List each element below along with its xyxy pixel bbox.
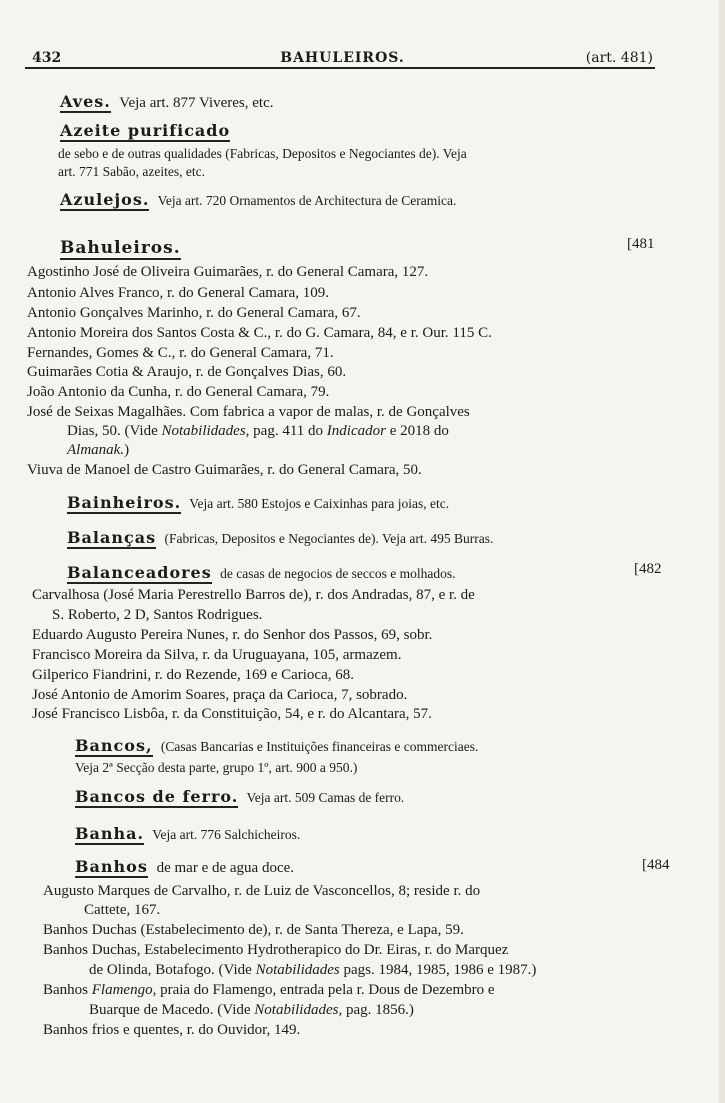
list-item: Antonio Moreira dos Santos Costa & C., r. do G. Camara, 84, e r. Our. 115 C. bbox=[27, 325, 492, 341]
article-reference: (art. 481) bbox=[585, 50, 653, 66]
entry-bancos-de-ferro bbox=[75, 787, 404, 807]
entry-heading: Bancos, bbox=[75, 736, 153, 755]
entry-text: Veja art. 509 Camas de ferro. bbox=[243, 790, 405, 805]
list-item: Guimarães Cotia & Araujo, r. de Gonçalves Dias, 60. bbox=[27, 364, 347, 380]
section-number: [481 bbox=[627, 236, 655, 252]
list-item: Banhos Flamengo, praia do Flamengo, entrada pela r. Dous de Dezembro e bbox=[43, 982, 495, 998]
section-balanceadores bbox=[67, 563, 456, 583]
header-rule bbox=[25, 67, 655, 69]
entry-heading: Bancos de ferro. bbox=[75, 787, 239, 806]
list-item: Eduardo Augusto Pereira Nunes, r. do Senhor dos Passos, 69, sobr. bbox=[32, 627, 433, 643]
list-item-continuation: de Olinda, Botafogo. (Vide Notabilidades pags. 1984, 1985, 1986 e 1987.) bbox=[89, 962, 537, 978]
entry-heading: Banha. bbox=[75, 824, 145, 843]
list-item: Banhos Duchas (Estabelecimento de), r. de Santa Thereza, e Lapa, 59. bbox=[43, 922, 464, 938]
section-number: [482 bbox=[634, 561, 662, 577]
entry-text: de sebo e de outras qualidades (Fabricas, Depositos e Negociantes de). Veja bbox=[58, 146, 467, 161]
list-item: José Antonio de Amorim Soares, praça da Carioca, 7, sobrado. bbox=[32, 687, 408, 703]
list-item-continuation: Dias, 50. (Vide Notabilidades, pag. 411 do Indicador e 2018 do bbox=[67, 423, 449, 439]
list-item: João Antonio da Cunha, r. do General Camara, 79. bbox=[27, 384, 330, 400]
page-title: BAHULEIROS. bbox=[280, 50, 405, 66]
entry-text: Veja art. 877 Viveres, etc. bbox=[115, 95, 274, 111]
entry-bancos bbox=[75, 736, 478, 756]
list-item: Antonio Gonçalves Marinho, r. do General Camara, 67. bbox=[27, 305, 361, 321]
entry-aves bbox=[60, 92, 274, 112]
entry-text: Veja 2ª Secção desta parte, grupo 1º, art. 900 a 950.) bbox=[75, 760, 358, 775]
entry-balancas bbox=[67, 528, 493, 548]
list-item: Viuva de Manoel de Castro Guimarães, r. do General Camara, 50. bbox=[27, 462, 422, 478]
entry-heading: Azulejos. bbox=[60, 190, 150, 209]
list-item: Antonio Alves Franco, r. do General Camara, 109. bbox=[27, 285, 330, 301]
section-banhos bbox=[75, 857, 294, 877]
list-item-continuation: Cattete, 167. bbox=[84, 902, 161, 918]
entry-banha bbox=[75, 824, 300, 844]
list-item: Agostinho José de Oliveira Guimarães, r. do General Camara, 127. bbox=[27, 264, 429, 280]
entry-heading: Bainheiros. bbox=[67, 493, 182, 512]
entry-heading: Balanças bbox=[67, 528, 157, 547]
entry-text: art. 771 Sabão, azeites, etc. bbox=[58, 164, 205, 179]
list-item: Gilperico Fiandrini, r. do Rezende, 169 e Carioca, 68. bbox=[32, 667, 354, 683]
list-item: Augusto Marques de Carvalho, r. de Luiz de Vasconcellos, 8; reside r. do bbox=[43, 883, 481, 899]
list-item: José de Seixas Magalhães. Com fabrica a vapor de malas, r. de Gonçalves bbox=[27, 404, 470, 420]
entry-text: (Casas Bancarias e Instituições financeiras e commerciaes. bbox=[157, 739, 479, 754]
list-item-continuation: S. Roberto, 2 D, Santos Rodrigues. bbox=[52, 607, 263, 623]
entry-azeite bbox=[60, 121, 235, 141]
page-edge bbox=[719, 0, 725, 1103]
section-bahuleiros bbox=[60, 238, 186, 258]
entry-text: (Fabricas, Depositos e Negociantes de). Veja art. 495 Burras. bbox=[161, 531, 494, 546]
list-item: Fernandes, Gomes & C., r. do General Camara, 71. bbox=[27, 345, 334, 361]
section-heading: Balanceadores bbox=[67, 563, 212, 582]
list-item: Carvalhosa (José Maria Perestrello Barros de), r. dos Andradas, 87, e r. de bbox=[32, 587, 475, 603]
section-heading: Bahuleiros. bbox=[60, 238, 181, 258]
entry-bainheiros bbox=[67, 493, 449, 513]
entry-text: Veja art. 580 Estojos e Caixinhas para joias, etc. bbox=[186, 496, 450, 511]
list-item: José Francisco Lisbôa, r. da Constituição, 54, e r. do Alcantara, 57. bbox=[32, 706, 432, 722]
list-item-continuation: Buarque de Macedo. (Vide Notabilidades, pag. 1856.) bbox=[89, 1002, 414, 1018]
page-number: 432 bbox=[32, 50, 62, 66]
list-item: Francisco Moreira da Silva, r. da Uruguayana, 105, armazem. bbox=[32, 647, 402, 663]
section-heading: Banhos bbox=[75, 857, 148, 876]
list-item-continuation: Almanak.) bbox=[67, 442, 130, 458]
section-number: [484 bbox=[642, 857, 670, 873]
entry-azulejos bbox=[60, 190, 456, 210]
entry-text: de casas de negocios de seccos e molhados. bbox=[216, 566, 456, 581]
entry-heading: Azeite purificado bbox=[60, 121, 231, 140]
entry-text: Veja art. 776 Salchicheiros. bbox=[149, 827, 301, 842]
list-item: Banhos frios e quentes, r. do Ouvidor, 149. bbox=[43, 1022, 301, 1038]
list-item: Banhos Duchas, Estabelecimento Hydrotherapico do Dr. Eiras, r. do Marquez bbox=[43, 942, 509, 958]
entry-text: de mar e de agua doce. bbox=[152, 860, 295, 876]
entry-heading: Aves. bbox=[60, 92, 111, 111]
entry-text: Veja art. 720 Ornamentos de Architectura de Ceramica. bbox=[154, 193, 457, 208]
